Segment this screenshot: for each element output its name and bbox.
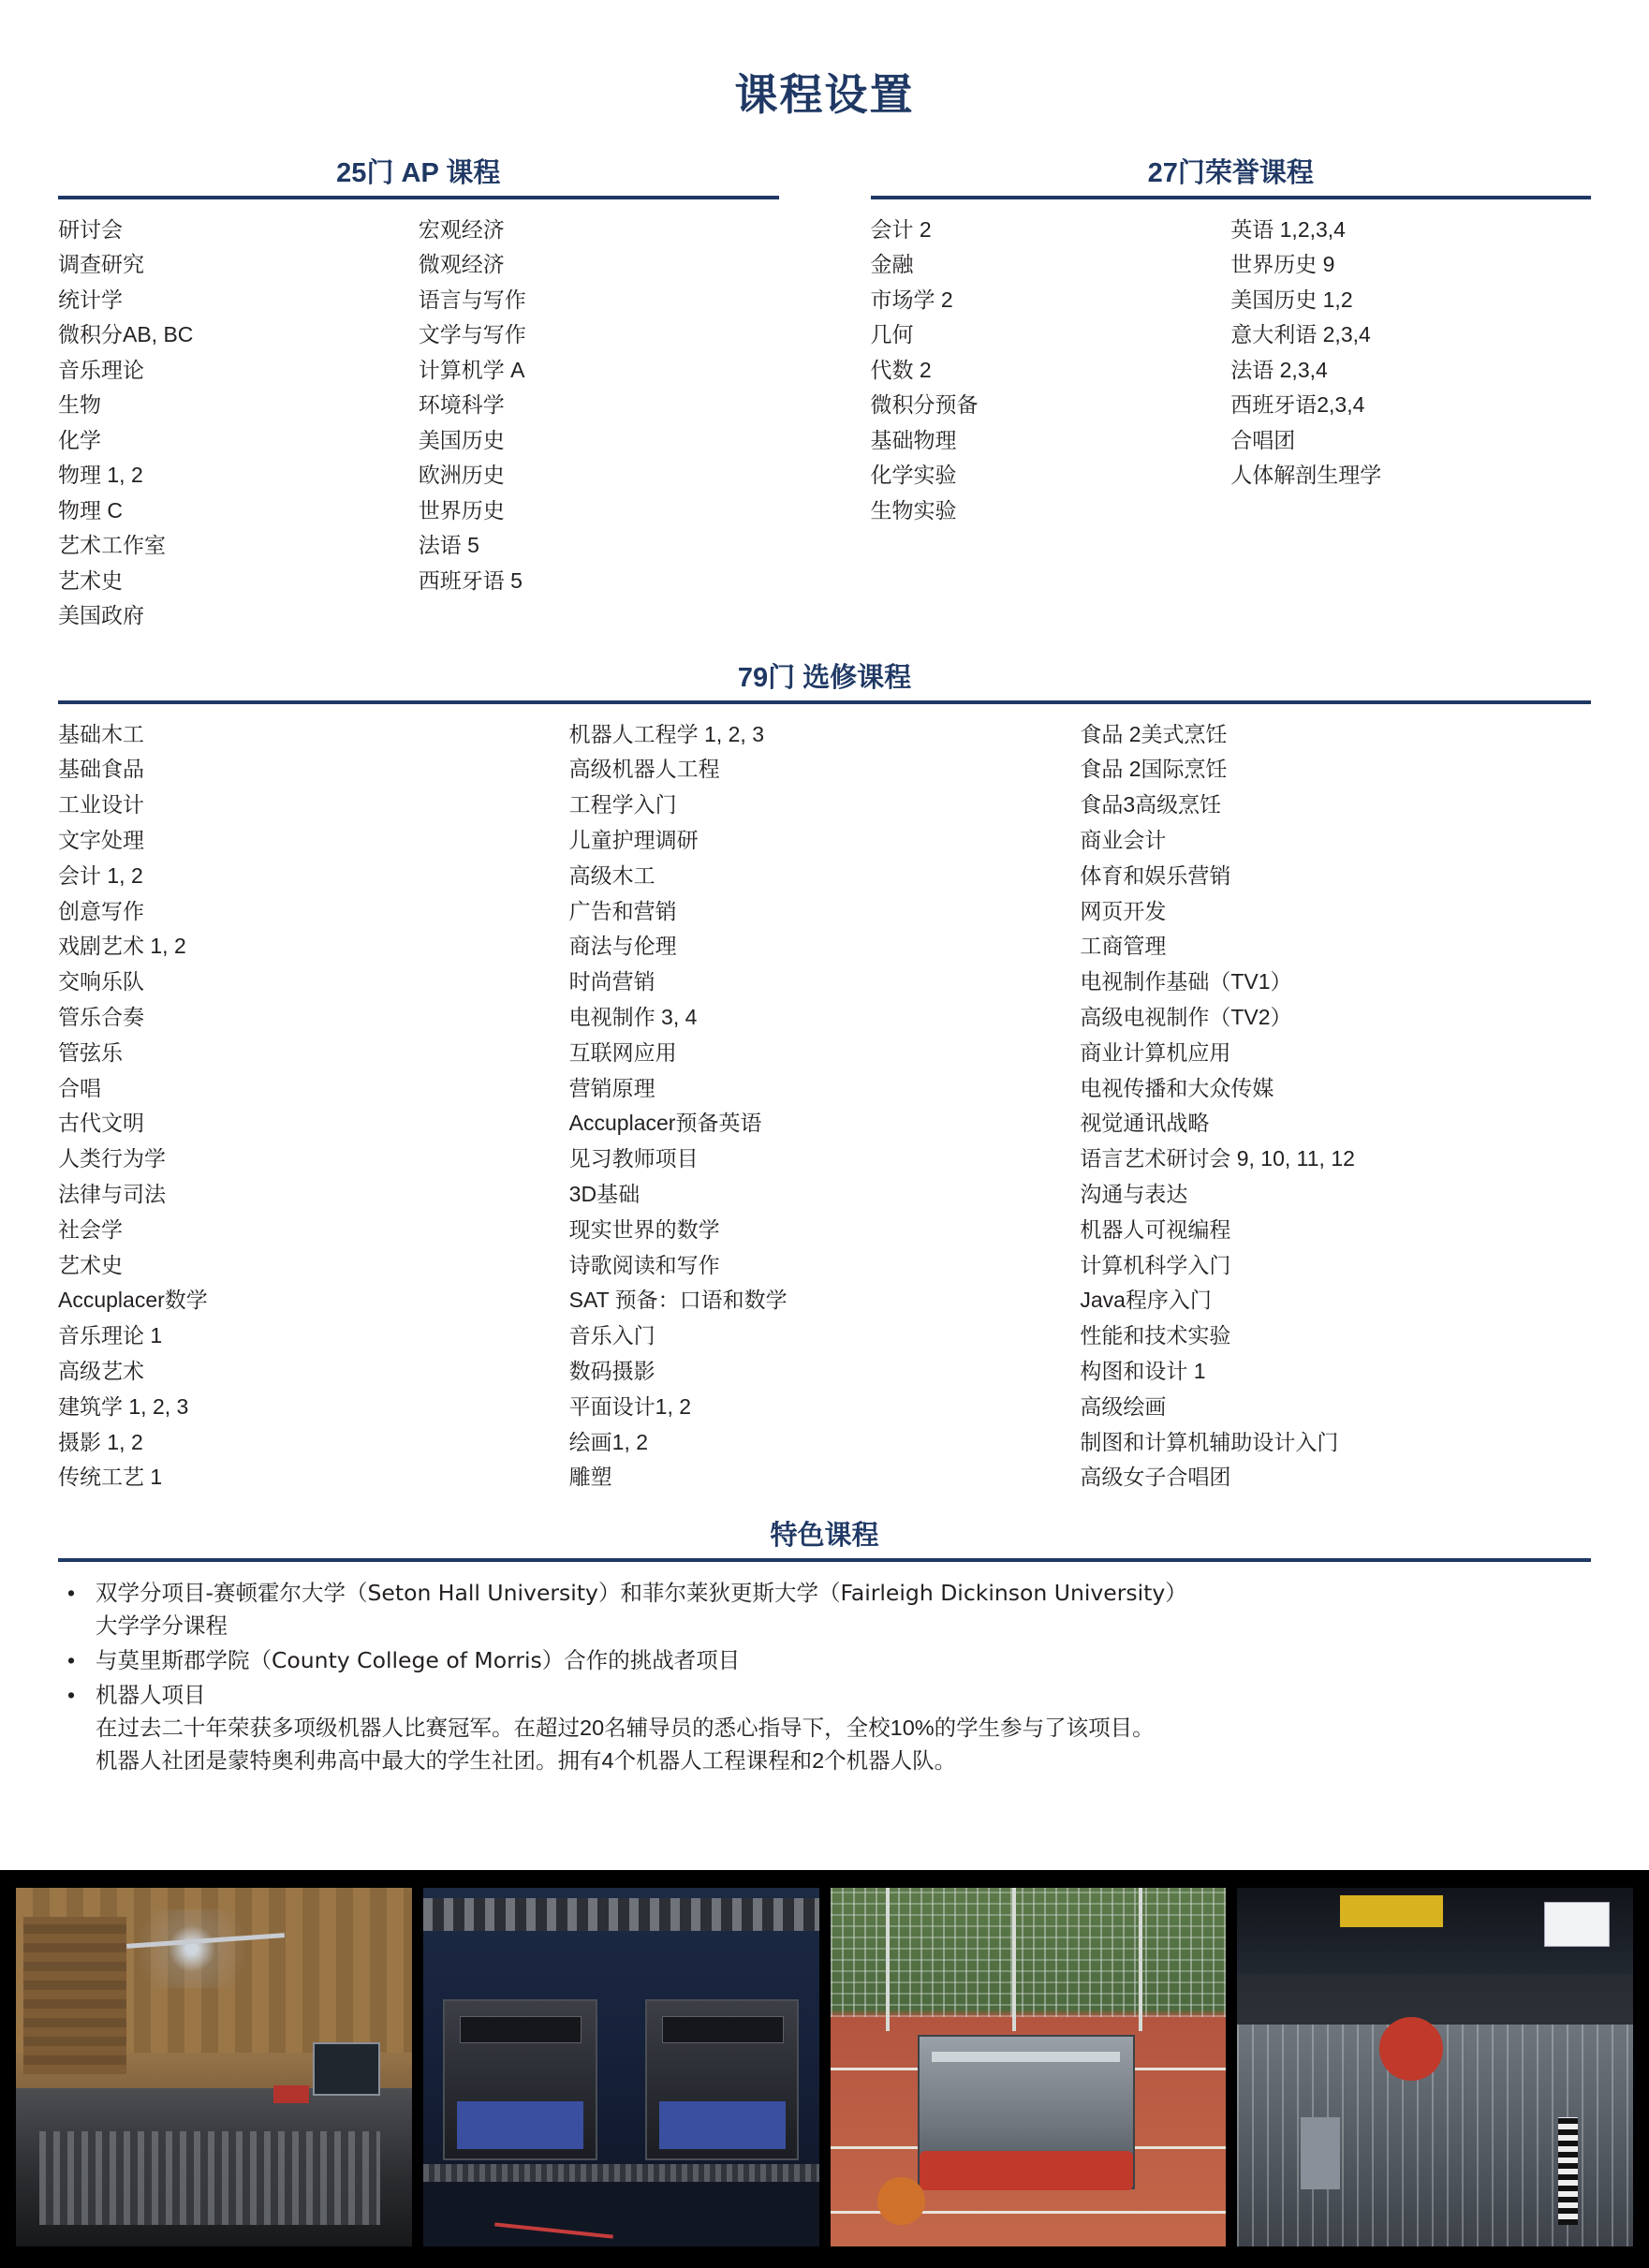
honors-heading-text: 门荣誉课程 [1177,158,1314,188]
list-item: 体育和娱乐营销 [1080,862,1231,888]
top-sections [58,157,1591,634]
featured-bullet-line: 双学分项目-赛顿霍尔大学（Seton Hall University）和菲尔莱狄更斯大学（Fairleigh Dickinson University） [96,1579,1187,1606]
list-item: 化学 [58,427,101,452]
list-item: 艺术工作室 [58,533,166,558]
honors-column-1 [871,213,1231,529]
list-item: 人类行为学 [58,1146,166,1171]
list-item: 儿童护理调研 [568,827,699,852]
list-item: 合唱团 [1230,427,1296,452]
list-item: Accuplacer预备英语 [568,1111,762,1136]
electives-column-2 [569,717,1081,1496]
honors-section [871,157,1592,634]
auditorium-sound-console-photo [15,1887,413,2247]
list-item: 会计 2 [870,216,932,242]
list-item: 机器人可视编程 [1080,1216,1231,1242]
list-item: 世界历史 [418,497,505,523]
list-item: 诗歌阅读和写作 [568,1252,720,1277]
list-item: 几何 [870,322,914,347]
list-item: 见习教师项目 [568,1146,699,1171]
list-item: 艺术史 [58,1252,123,1277]
list-item: 商业计算机应用 [1080,1039,1231,1065]
list-item: 沟通与表达 [1080,1181,1188,1206]
list-item: 语言艺术研讨会 9, 10, 11, 12 [1080,1146,1355,1171]
list-item: 生物 [58,392,101,418]
list-item: 艺术史 [58,567,123,593]
list-item: 物理 C [58,497,123,523]
list-item: 人体解剖生理学 [1230,463,1382,488]
list-item: 音乐入门 [568,1323,655,1348]
list-item: 互联网应用 [568,1039,677,1065]
list-item: 法语 5 [418,533,479,558]
list-item: 食品 2美式烹饪 [1080,721,1228,746]
electives-section [58,662,1591,1495]
ap-column-2 [419,213,779,599]
list-item: 美国历史 [418,427,505,452]
robotics-competition-field-photo [1236,1887,1634,2247]
featured-bullet-line: 在过去二十年荣获多项级机器人比赛冠军。在超过20名辅导员的悉心指导下，全校10%的学生参与了该项目。 [96,1715,1155,1740]
list-item: 微积分预备 [870,392,979,418]
featured-divider [58,1558,1591,1562]
list-item: 摄影 1, 2 [58,1429,143,1454]
list-item [67,1679,1591,1777]
ap-section [58,157,779,634]
list-item: 研讨会 [58,216,123,242]
list-item: 建筑学 1, 2, 3 [58,1393,189,1419]
list-item: 广告和营销 [568,898,677,923]
list-item: 微积分AB, BC [58,322,194,347]
electives-column-3 [1080,717,1591,1496]
list-item: 西班牙语2,3,4 [1230,392,1365,418]
list-item: 管弦乐 [58,1039,123,1065]
honors-heading-count: 27 [1147,158,1178,188]
list-item: 化学实验 [870,463,957,488]
list-item: 生物实验 [870,497,957,523]
list-item: 文学与写作 [418,322,526,347]
list-item: 高级电视制作（TV2） [1080,1004,1292,1029]
list-item: 会计 1, 2 [58,862,143,888]
list-item: 网页开发 [1080,898,1167,923]
list-item: 制图和计算机辅助设计入门 [1080,1429,1339,1454]
bullet-icon: • [67,1647,76,1672]
list-item [67,1577,1591,1642]
list-item: 统计学 [58,287,123,312]
electives-divider [58,700,1591,704]
list-item: 食品3高级烹饪 [1080,792,1222,817]
list-item: 食品 2国际烹饪 [1080,757,1228,782]
featured-bullet-line: 大学学分课程 [96,1612,228,1639]
list-item: 音乐理论 1 [58,1323,163,1348]
electives-heading [58,662,1591,695]
bullet-icon: • [67,1682,76,1707]
featured-bullets [58,1577,1591,1777]
ap-heading [58,157,779,190]
list-item: 高级女子合唱团 [1080,1465,1231,1490]
list-item: 商法与伦理 [568,934,677,959]
list-item: 代数 2 [870,357,932,382]
featured-heading: 特色课程 [770,1521,879,1552]
electives-heading-text: 门 选修课程 [768,662,912,693]
list-item: 调查研究 [58,252,144,277]
ap-column-1 [58,213,419,634]
list-item: 管乐合奏 [58,1004,144,1029]
list-item: 社会学 [58,1216,123,1242]
list-item: 商业会计 [1080,827,1167,852]
list-item: 时尚营销 [568,969,655,994]
list-item: 工商管理 [1080,934,1167,959]
list-item: 美国历史 1,2 [1230,287,1353,312]
electives-column-1 [58,717,569,1496]
list-item: 英语 1,2,3,4 [1230,216,1346,242]
ap-heading-count: 25 [336,158,367,188]
list-item: 语言与写作 [418,287,526,312]
list-item: 3D基础 [568,1181,640,1206]
list-item: 基础物理 [870,427,957,452]
list-item: 高级机器人工程 [568,757,720,782]
list-item: 文字处理 [58,827,144,852]
list-item: 视觉通讯战略 [1080,1111,1210,1136]
3d-printers-photo [422,1887,820,2247]
list-item: 数码摄影 [568,1358,655,1383]
list-item: 宏观经济 [418,216,505,242]
electives-columns [58,717,1591,1496]
list-item: 高级木工 [568,862,655,888]
list-item: 计算机学 A [418,357,525,382]
list-item: 微观经济 [418,252,505,277]
list-item: 电视制作 3, 4 [568,1004,698,1029]
list-item: 工业设计 [58,792,144,817]
featured-bullet-line: 机器人社团是蒙特奥利弗高中最大的学生社团。拥有4个机器人工程课程和2个机器人队。 [96,1747,957,1773]
featured-bullet-line: 与莫里斯郡学院（County College of Morris）合作的挑战者项目 [96,1646,741,1673]
list-item: 环境科学 [418,392,505,418]
ap-divider [58,196,779,199]
list-item: Accuplacer数学 [58,1288,208,1313]
list-item: SAT 预备：口语和数学 [568,1288,788,1313]
robot-on-track-photo [830,1887,1228,2247]
list-item: 电视传播和大众传媒 [1080,1075,1274,1100]
honors-columns [871,213,1592,529]
list-item: 工程学入门 [568,792,677,817]
honors-divider [871,196,1592,199]
ap-columns [58,213,779,634]
list-item: 合唱 [58,1075,101,1100]
list-item [67,1644,1591,1677]
list-item: 金融 [870,252,914,277]
featured-section [58,1520,1591,1777]
list-item: 法律与司法 [58,1181,166,1206]
featured-bullet-line: 机器人项目 [96,1682,206,1707]
list-item: 机器人工程学 1, 2, 3 [568,721,764,746]
page-title: 课程设置 [734,70,915,119]
list-item: 法语 2,3,4 [1230,357,1328,382]
list-item: 雕塑 [568,1465,612,1490]
list-item: 物理 1, 2 [58,463,143,488]
list-item: 平面设计1, 2 [568,1393,692,1419]
list-item: 高级艺术 [58,1358,144,1383]
list-item: 绘画1, 2 [568,1429,649,1454]
bullet-icon: • [67,1580,76,1605]
list-item: 传统工艺 1 [58,1465,163,1490]
list-item: 基础木工 [58,721,144,746]
list-item: 市场学 2 [870,287,953,312]
list-item: 基础食品 [58,757,144,782]
list-item: 营销原理 [568,1075,655,1100]
list-item: 高级绘画 [1080,1393,1167,1419]
list-item: 性能和技术实验 [1080,1323,1231,1348]
photo-strip [0,1870,1649,2268]
list-item: 戏剧艺术 1, 2 [58,934,186,959]
list-item: 意大利语 2,3,4 [1230,322,1371,347]
list-item: 构图和设计 1 [1080,1358,1206,1383]
list-item: 西班牙语 5 [418,567,523,593]
list-item: 电视制作基础（TV1） [1080,969,1292,994]
list-item: 欧洲历史 [418,463,505,488]
list-item: 创意写作 [58,898,144,923]
list-item: Java程序入门 [1080,1288,1212,1313]
list-item: 音乐理论 [58,357,144,382]
list-item: 世界历史 9 [1230,252,1335,277]
honors-column-2 [1230,213,1591,493]
electives-heading-count: 79 [737,662,769,693]
list-item: 计算机科学入门 [1080,1252,1231,1277]
list-item: 现实世界的数学 [568,1216,720,1242]
list-item: 美国政府 [58,603,144,628]
ap-heading-text: 门 AP 课程 [366,158,501,188]
list-item: 交响乐队 [58,969,144,994]
list-item: 古代文明 [58,1111,144,1136]
honors-heading [871,157,1592,190]
